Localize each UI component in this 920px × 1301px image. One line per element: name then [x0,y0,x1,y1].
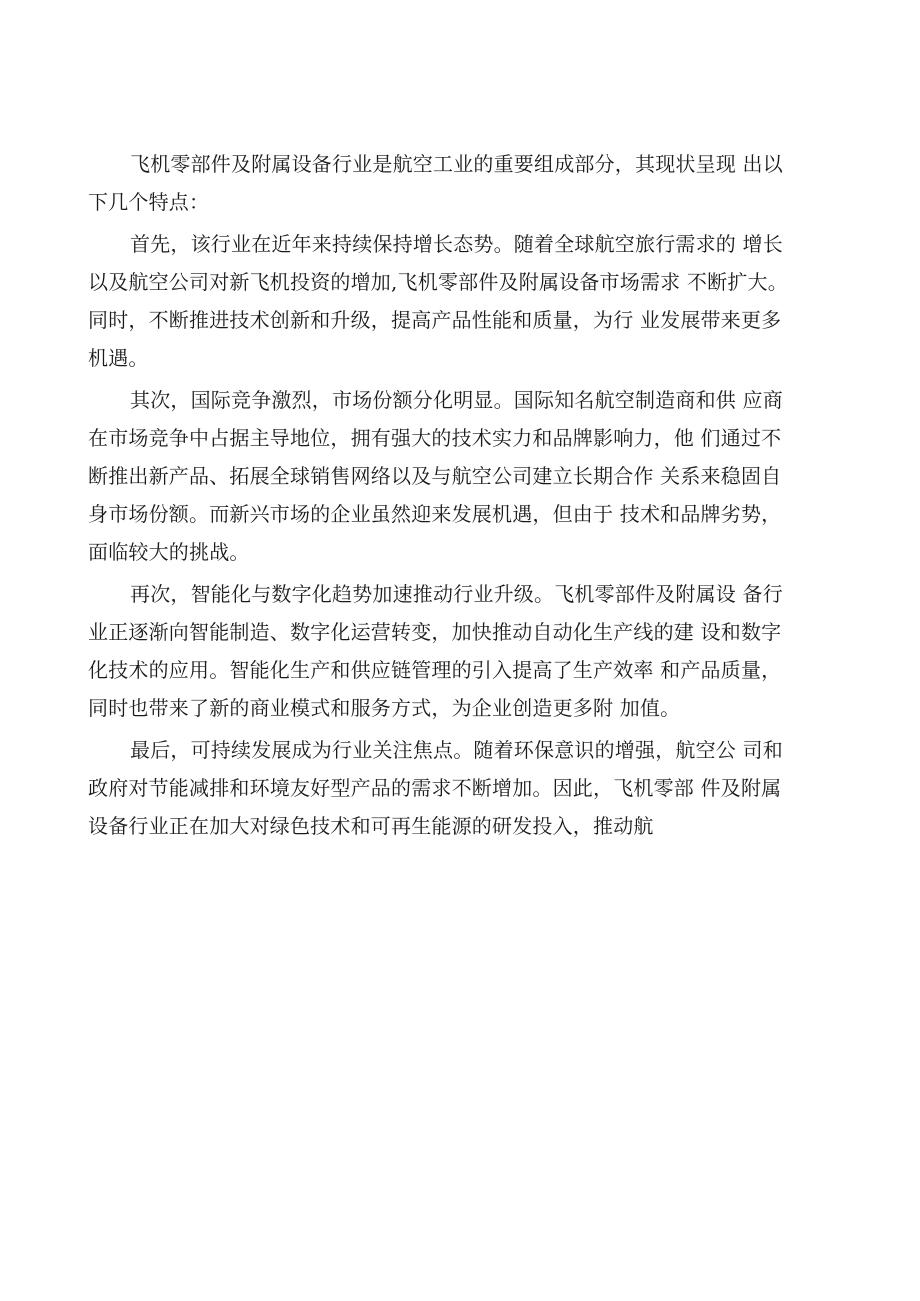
text-line: 其次，国际竞争激烈，市场份额分化明显。国际知名航空制造商和供 应商 [130,388,783,412]
text-line: 最后，可持续发展成为行业关注焦点。随着环保意识的增强，航空公 司和 [130,738,783,762]
text-line: 在市场竞争中占据主导地位，拥有强大的技术实力和品牌影响力，他 们通过不 [88,426,782,450]
paragraph-first [88,225,832,377]
text-line: 设备行业正在加大对绿色技术和可再生能源的研发投入，推动航 [88,814,654,838]
text-line: 以及航空公司对新飞机投资的增加,飞机零部件及附属设备市场需求 不断扩大。 [88,270,788,294]
text-line: 面临较大的挑战。 [88,540,250,564]
text-line: 身市场份额。而新兴市场的企业虽然迎来发展机遇，但由于 技术和品牌劣势， [88,502,782,526]
text-line: 同时也带来了新的商业模式和服务方式，为企业创造更多附 加值。 [88,696,681,720]
text-line: 机遇。 [88,346,149,370]
paragraph-third [88,575,832,727]
text-line: 下几个特点： [88,190,210,214]
paragraph-second [88,381,832,571]
paragraph-fourth [88,731,832,845]
text-line: 飞机零部件及附属设备行业是航空工业的重要组成部分，其现状呈现 出以 [130,152,783,176]
paragraph-intro [88,145,832,221]
text-line: 业正逐渐向智能制造、数字化运营转变，加快推动自动化生产线的建 设和数字 [88,620,782,644]
text-line: 再次，智能化与数字化趋势加速推动行业升级。飞机零部件及附属设 备行 [130,582,783,606]
text-line: 断推出新产品、拓展全球销售网络以及与航空公司建立长期合作 关系来稳固自 [88,464,782,488]
text-line: 政府对节能减排和环境友好型产品的需求不断增加。因此，飞机零部 件及附属 [88,776,782,800]
text-line: 首先，该行业在近年来持续保持增长态势。随着全球航空旅行需求的 增长 [130,232,783,256]
document-body [88,145,832,849]
text-line: 同时，不断推进技术创新和升级，提高产品性能和质量，为行 业发展带来更多 [88,308,782,332]
text-line: 化技术的应用。智能化生产和供应链管理的引入提高了生产效率 和产品质量， [88,658,782,682]
